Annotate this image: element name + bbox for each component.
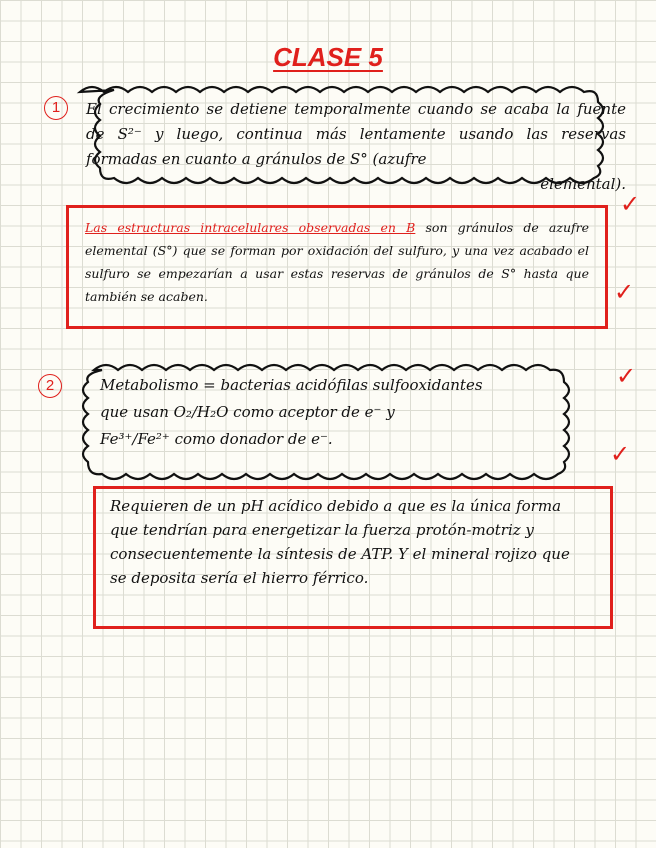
section-2-line-2: que usan O₂/H₂O como aceptor de e⁻ y [100, 403, 395, 421]
section-1-body: El crecimiento se detiene temporalmente cuando se acaba la fuente de S²⁻ y luego, continua más lentamente usando las reservas formadas en cuanto a gránulos de S° (azufre [86, 100, 626, 168]
checkmark-icon: ✓ [616, 362, 637, 390]
section-1-text [86, 97, 626, 197]
section-number-1: 1 [44, 96, 68, 120]
checkmark-icon: ✓ [614, 278, 635, 306]
checkmark-icon: ✓ [620, 190, 641, 218]
answer-box-1 [66, 205, 608, 329]
answer-1-rest: son gránulos de azufre elemental (S°) que se forman por oxidación del sulfuro, y una vez acabado el sulfuro se empezarían a usar estas reservas de gránulos de S° hasta que también se acaben. [85, 220, 589, 304]
section-2-text [100, 372, 580, 453]
page-title: CLASE 5 [273, 42, 383, 72]
section-2-line-3: Fe³⁺/Fe²⁺ como donador de e⁻. [100, 430, 333, 448]
answer-2-text: Requieren de un pH acídico debido a que es la única forma que tendrían para energetizar la fuerza protón-motriz y consecuentemente la síntesis de ATP. Y el mineral rojizo que se deposita sería el hierro férrico. [110, 497, 570, 587]
checkmark-icon: ✓ [610, 440, 631, 468]
section-number-2: 2 [38, 374, 62, 398]
section-1-end: elemental). [540, 175, 626, 193]
answer-box-2 [93, 486, 613, 629]
section-2-line-1: Metabolismo = bacterias acidófilas sulfooxidantes [100, 376, 483, 394]
answer-1-text [85, 216, 589, 308]
answer-1-highlight: Las estructuras intracelulares observadas en B [85, 220, 416, 235]
